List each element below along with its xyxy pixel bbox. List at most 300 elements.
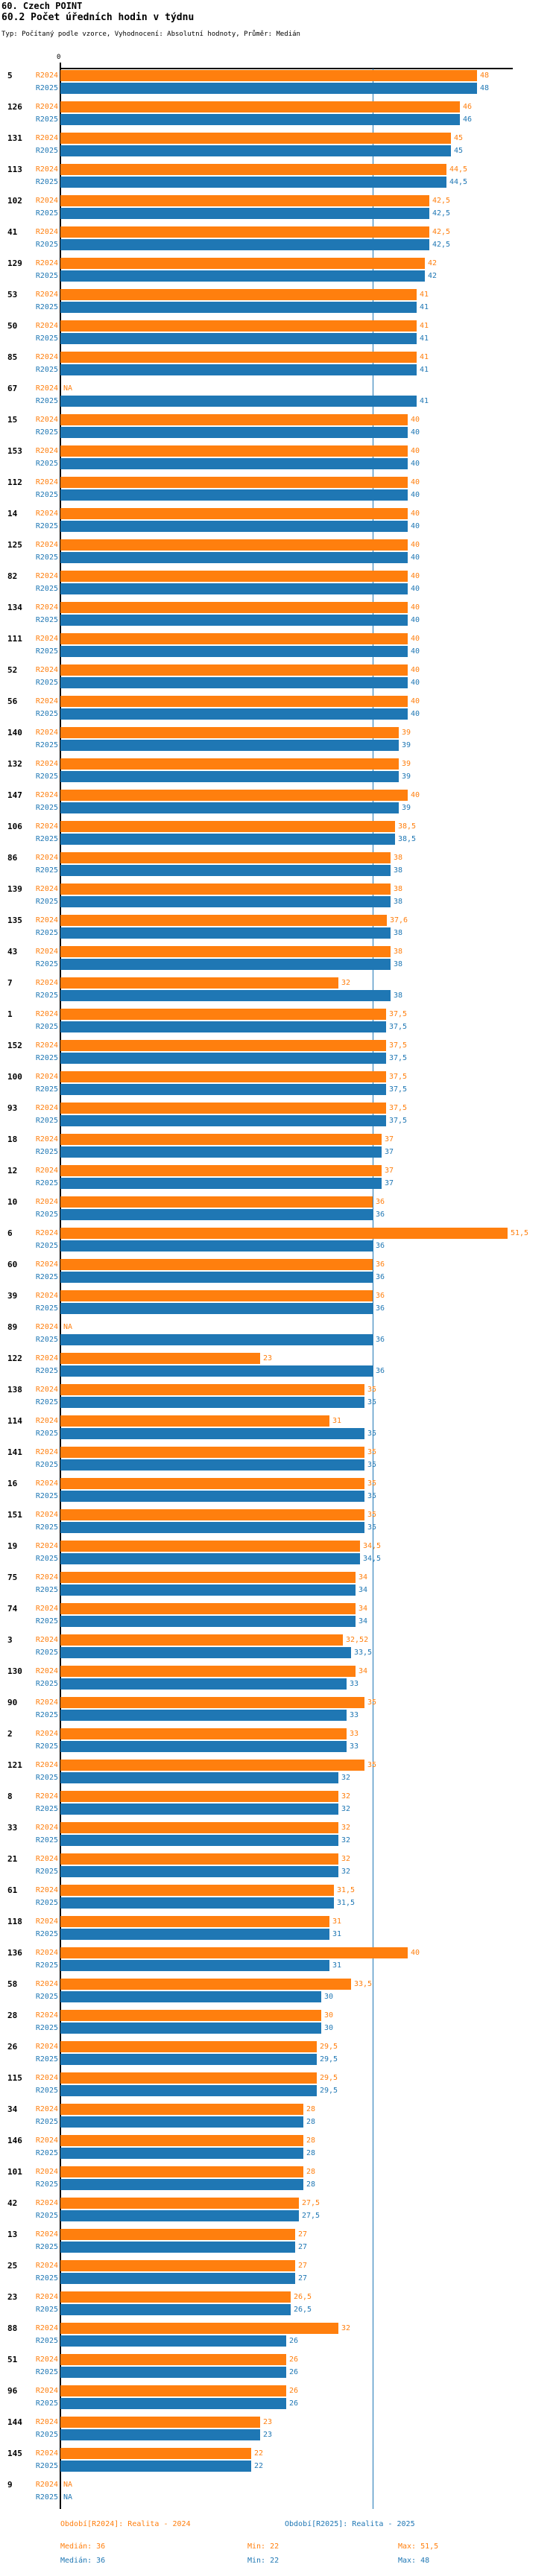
- series-label-r2024: R2024: [35, 1167, 58, 1175]
- bar-r2025: [60, 458, 408, 469]
- value-label-r2025: 40: [411, 679, 420, 687]
- bar-r2024: [60, 1103, 386, 1114]
- series-label-r2024: R2024: [35, 478, 58, 486]
- bar-r2025: [60, 2210, 299, 2221]
- row-id-label: 114: [7, 1416, 22, 1426]
- bar-r2025: [60, 145, 451, 156]
- legend-median-r2024: Medián: 36: [60, 2542, 106, 2551]
- series-label-r2024: R2024: [35, 197, 58, 205]
- value-label-r2025: 35: [367, 1523, 377, 1532]
- series-label-r2024: R2024: [35, 2324, 58, 2332]
- bar-r2025: [60, 2335, 286, 2347]
- series-label-r2025: R2025: [35, 1555, 58, 1563]
- value-label-r2024: 42,5: [432, 228, 451, 236]
- bar-r2024: [60, 2041, 317, 2052]
- value-label-r2025: 26,5: [294, 2306, 312, 2314]
- bar-r2025: [60, 2054, 317, 2065]
- value-label-r2025: 38: [394, 929, 403, 937]
- chart-subtitle: 60.2 Počet úředních hodin v týdnu: [1, 12, 195, 23]
- value-label-r2025: 41: [420, 366, 429, 374]
- bar-r2024: [60, 1228, 508, 1239]
- series-label-r2025: R2025: [35, 397, 58, 405]
- value-label-r2024-na: NA: [63, 1323, 73, 1331]
- series-label-r2025: R2025: [35, 115, 58, 124]
- series-label-r2025: R2025: [35, 647, 58, 656]
- value-label-r2025: 37,5: [389, 1085, 408, 1094]
- row-id-label: 41: [7, 227, 18, 237]
- value-label-r2024: 37,5: [389, 1073, 408, 1081]
- value-label-r2024: 41: [420, 353, 429, 361]
- bar-r2024: [60, 1634, 343, 1646]
- value-label-r2025: 31: [332, 1961, 342, 1970]
- series-label-r2025: R2025: [35, 1961, 58, 1970]
- bar-r2025: [60, 1272, 373, 1283]
- series-label-r2025: R2025: [35, 522, 58, 530]
- series-label-r2024: R2024: [35, 854, 58, 862]
- value-label-r2025: 27,5: [302, 2212, 320, 2220]
- bar-r2024: [60, 1666, 356, 1677]
- series-label-r2024: R2024: [35, 2449, 58, 2458]
- series-label-r2025: R2025: [35, 1711, 58, 1719]
- value-label-r2025: 32: [341, 1805, 351, 1813]
- series-label-r2025: R2025: [35, 1899, 58, 1907]
- value-label-r2024: 36: [376, 1198, 385, 1206]
- row-id-label: 144: [7, 2417, 22, 2427]
- bar-r2024: [60, 2385, 286, 2396]
- row-id-label: 121: [7, 1760, 22, 1770]
- bar-r2024: [60, 2010, 321, 2021]
- series-label-r2025: R2025: [35, 1430, 58, 1438]
- series-label-r2024: R2024: [35, 979, 58, 987]
- row-id-label: 53: [7, 290, 18, 299]
- value-label-r2024: 29,5: [320, 2043, 338, 2051]
- bar-r2025: [60, 2085, 317, 2096]
- series-label-r2024: R2024: [35, 1229, 58, 1237]
- row-id-label: 139: [7, 884, 22, 894]
- series-label-r2025: R2025: [35, 147, 58, 155]
- series-label-r2024: R2024: [35, 1354, 58, 1362]
- value-label-r2025: 31,5: [337, 1899, 356, 1907]
- bar-r2024: [60, 352, 417, 363]
- series-label-r2024: R2024: [35, 1135, 58, 1143]
- bar-r2024: [60, 758, 399, 770]
- series-label-r2024: R2024: [35, 2043, 58, 2051]
- series-label-r2025: R2025: [35, 2493, 58, 2502]
- value-label-r2024: 34: [359, 1573, 368, 1582]
- bar-r2025: [60, 1647, 351, 1658]
- value-label-r2025: 37,5: [389, 1054, 408, 1062]
- row-id-label: 26: [7, 2042, 18, 2052]
- x-axis-zero-tick-label: 0: [57, 54, 61, 61]
- value-label-r2024: 38,5: [398, 822, 417, 831]
- row-id-label: 152: [7, 1041, 22, 1050]
- bar-r2025: [60, 1240, 373, 1251]
- series-label-r2024: R2024: [35, 2481, 58, 2489]
- value-label-r2024: 28: [306, 2105, 316, 2113]
- series-label-r2025: R2025: [35, 1617, 58, 1625]
- value-label-r2025: 44,5: [449, 178, 468, 186]
- legend-median-r2025: Medián: 36: [60, 2557, 106, 2565]
- value-label-r2025: 32: [341, 1868, 351, 1876]
- value-label-r2025: 34: [359, 1617, 368, 1625]
- series-label-r2024: R2024: [35, 572, 58, 580]
- value-label-r2024: 40: [411, 666, 420, 674]
- series-label-r2025: R2025: [35, 960, 58, 968]
- value-label-r2024: 33: [350, 1730, 359, 1738]
- bar-r2025: [60, 1053, 386, 1064]
- row-id-label: 130: [7, 1666, 22, 1676]
- value-label-r2024: 35: [367, 1698, 377, 1707]
- value-label-r2025: 33: [350, 1680, 359, 1688]
- bar-r2024: [60, 2260, 295, 2271]
- bar-r2024: [60, 2072, 317, 2084]
- bar-r2024: [60, 2229, 295, 2240]
- bar-r2024: [60, 1541, 360, 1552]
- bar-r2025: [60, 646, 408, 657]
- bar-r2025: [60, 1991, 321, 2002]
- value-label-r2025: 48: [480, 84, 490, 92]
- bar-r2025: [60, 2367, 286, 2378]
- row-id-label: 74: [7, 1604, 18, 1614]
- bar-r2025: [60, 2148, 303, 2159]
- bar-r2024: [60, 1071, 386, 1082]
- row-id-label: 60: [7, 1260, 18, 1269]
- bar-r2025: [60, 1772, 338, 1783]
- series-label-r2024: R2024: [35, 2355, 58, 2364]
- value-label-r2025: 28: [306, 2118, 316, 2126]
- series-label-r2024: R2024: [35, 2230, 58, 2239]
- bar-r2024: [60, 101, 460, 112]
- row-id-label: 122: [7, 1354, 22, 1363]
- bar-r2025: [60, 677, 408, 688]
- row-id-label: 12: [7, 1166, 18, 1176]
- value-label-r2025: 32: [341, 1774, 351, 1782]
- bar-r2025: [60, 239, 429, 250]
- bar-r2024: [60, 1947, 408, 1958]
- value-label-r2024: 32: [341, 1792, 351, 1801]
- row-id-label: 18: [7, 1135, 18, 1144]
- bar-r2025: [60, 583, 408, 594]
- series-label-r2025: R2025: [35, 616, 58, 624]
- series-label-r2025: R2025: [35, 1492, 58, 1500]
- value-label-r2024: 34,5: [363, 1542, 382, 1550]
- value-label-r2025: 41: [420, 397, 429, 405]
- bar-r2025: [60, 1115, 386, 1126]
- row-id-label: 115: [7, 2073, 22, 2083]
- value-label-r2024: 29,5: [320, 2074, 338, 2082]
- row-id-label: 52: [7, 665, 18, 675]
- series-label-r2024: R2024: [35, 1761, 58, 1769]
- series-label-r2024: R2024: [35, 760, 58, 768]
- series-label-r2025: R2025: [35, 241, 58, 249]
- bar-r2024: [60, 883, 391, 895]
- row-id-label: 34: [7, 2104, 18, 2114]
- series-label-r2024: R2024: [35, 1698, 58, 1707]
- value-label-r2025: 29,5: [320, 2055, 338, 2063]
- value-label-r2025: 42,5: [432, 241, 451, 249]
- series-label-r2024: R2024: [35, 635, 58, 643]
- row-id-label: 93: [7, 1103, 18, 1113]
- series-label-r2025: R2025: [35, 585, 58, 593]
- bar-r2024: [60, 790, 408, 801]
- value-label-r2024: 23: [263, 2418, 273, 2426]
- page-title: 60. Czech POINT: [1, 1, 83, 11]
- series-label-r2025: R2025: [35, 2149, 58, 2157]
- value-label-r2024: 36: [376, 1260, 385, 1269]
- series-label-r2025: R2025: [35, 1868, 58, 1876]
- row-id-label: 14: [7, 509, 18, 518]
- row-id-label: 3: [7, 1635, 13, 1645]
- value-label-r2025: 33,5: [354, 1649, 373, 1657]
- value-label-r2025: 29,5: [320, 2087, 338, 2095]
- row-id-label: 136: [7, 1948, 22, 1958]
- value-label-r2024: 37,5: [389, 1010, 408, 1018]
- value-label-r2024: 40: [411, 603, 420, 612]
- value-label-r2024: 41: [420, 291, 429, 299]
- value-label-r2024: 41: [420, 322, 429, 330]
- series-label-r2024: R2024: [35, 916, 58, 924]
- series-label-r2024: R2024: [35, 416, 58, 424]
- series-label-r2025: R2025: [35, 366, 58, 374]
- bar-r2024: [60, 539, 408, 551]
- bar-r2024: [60, 1259, 373, 1270]
- value-label-r2024: 27,5: [302, 2199, 320, 2207]
- value-label-r2024: 34: [359, 1667, 368, 1675]
- series-label-r2024: R2024: [35, 1073, 58, 1081]
- value-label-r2024: 27: [298, 2262, 308, 2270]
- value-label-r2025: 35: [367, 1492, 377, 1500]
- series-label-r2024: R2024: [35, 948, 58, 956]
- series-label-r2025: R2025: [35, 679, 58, 687]
- bar-r2024: [60, 320, 417, 331]
- row-id-label: 113: [7, 165, 22, 174]
- value-label-r2025: 45: [454, 147, 464, 155]
- series-label-r2024: R2024: [35, 1573, 58, 1582]
- bar-r2024: [60, 1853, 338, 1865]
- value-label-r2024: 40: [411, 510, 420, 518]
- row-id-label: 129: [7, 258, 22, 268]
- bar-r2024: [60, 445, 408, 457]
- value-label-r2025: 28: [306, 2149, 316, 2157]
- bar-r2025: [60, 615, 408, 626]
- row-id-label: 111: [7, 634, 22, 644]
- series-label-r2024: R2024: [35, 1636, 58, 1644]
- row-id-label: 10: [7, 1197, 18, 1207]
- series-label-r2025: R2025: [35, 1273, 58, 1281]
- series-label-r2025: R2025: [35, 1148, 58, 1156]
- row-id-label: 101: [7, 2167, 22, 2177]
- row-id-label: 106: [7, 822, 22, 831]
- series-label-r2024: R2024: [35, 2074, 58, 2082]
- value-label-r2024: 23: [263, 1354, 273, 1362]
- value-label-r2025: 37: [385, 1148, 394, 1156]
- bar-r2025: [60, 1522, 364, 1533]
- bar-r2025: [60, 1365, 373, 1377]
- value-label-r2025: 26: [289, 2368, 299, 2376]
- bar-r2025: [60, 302, 417, 313]
- bar-r2025: [60, 83, 477, 94]
- value-label-r2024: 37: [385, 1167, 394, 1175]
- bar-r2025: [60, 1710, 347, 1721]
- series-label-r2025: R2025: [35, 804, 58, 812]
- row-id-label: 67: [7, 384, 18, 393]
- series-label-r2024: R2024: [35, 1104, 58, 1112]
- value-label-r2024: 40: [411, 541, 420, 549]
- value-label-r2024: 39: [402, 729, 411, 737]
- value-label-r2024: 26,5: [294, 2293, 312, 2301]
- value-label-r2024: 37,5: [389, 1104, 408, 1112]
- value-label-r2024: 40: [411, 416, 420, 424]
- series-label-r2024: R2024: [35, 1260, 58, 1269]
- chart-type-line: Typ: Počítaný podle vzorce, Vyhodnocení: Absolutní hodnoty, Průměr: Medián: [1, 31, 300, 38]
- value-label-r2024: 42: [428, 259, 438, 267]
- series-label-r2024: R2024: [35, 353, 58, 361]
- series-label-r2025: R2025: [35, 866, 58, 875]
- series-label-r2024: R2024: [35, 2136, 58, 2145]
- row-id-label: 75: [7, 1573, 18, 1582]
- legend-period-r2024: Období[R2024]: Realita - 2024: [60, 2520, 191, 2528]
- series-label-r2025: R2025: [35, 2462, 58, 2470]
- series-label-r2024: R2024: [35, 1667, 58, 1675]
- value-label-r2024: 30: [324, 2011, 334, 2020]
- value-label-r2025: 38,5: [398, 835, 417, 843]
- bar-r2025: [60, 896, 391, 907]
- series-label-r2024: R2024: [35, 291, 58, 299]
- bar-r2024: [60, 852, 391, 863]
- series-label-r2024: R2024: [35, 1730, 58, 1738]
- series-label-r2025: R2025: [35, 178, 58, 186]
- series-label-r2025: R2025: [35, 1398, 58, 1406]
- value-label-r2024: 22: [254, 2449, 264, 2458]
- series-label-r2025: R2025: [35, 1836, 58, 1844]
- bar-r2024: [60, 1415, 329, 1427]
- row-id-label: 118: [7, 1917, 22, 1926]
- series-label-r2024: R2024: [35, 1041, 58, 1050]
- row-id-label: 33: [7, 1823, 18, 1833]
- series-label-r2024: R2024: [35, 603, 58, 612]
- bar-r2025: [60, 177, 446, 188]
- value-label-r2024: 40: [411, 572, 420, 580]
- bar-r2024: [60, 226, 429, 238]
- value-label-r2025: 40: [411, 710, 420, 718]
- bar-r2024: [60, 1040, 386, 1051]
- value-label-r2025: 35: [367, 1398, 377, 1406]
- bar-r2025: [60, 2398, 286, 2409]
- series-label-r2024: R2024: [35, 1886, 58, 1894]
- bar-r2024: [60, 2323, 338, 2334]
- value-label-r2025: 33: [350, 1711, 359, 1719]
- bar-r2024: [60, 164, 446, 175]
- value-label-r2025: 30: [324, 2024, 334, 2032]
- series-label-r2024: R2024: [35, 2105, 58, 2113]
- value-label-r2025: 28: [306, 2180, 316, 2189]
- bar-r2025: [60, 333, 417, 344]
- value-label-r2024: 38: [394, 854, 403, 862]
- series-label-r2024: R2024: [35, 2293, 58, 2301]
- value-label-r2024: 32: [341, 979, 351, 987]
- bar-r2024: [60, 2354, 286, 2365]
- bar-r2025: [60, 1021, 386, 1032]
- value-label-r2024: 38: [394, 885, 403, 893]
- value-label-r2024: 42,5: [432, 197, 451, 205]
- bar-r2024: [60, 2417, 260, 2428]
- series-label-r2024: R2024: [35, 1792, 58, 1801]
- bar-r2024: [60, 1353, 260, 1364]
- bar-r2025: [60, 708, 408, 720]
- value-label-r2025: 40: [411, 553, 420, 562]
- series-label-r2025: R2025: [35, 2212, 58, 2220]
- series-label-r2025: R2025: [35, 1336, 58, 1344]
- value-label-r2025: 36: [376, 1367, 385, 1375]
- series-label-r2025: R2025: [35, 1649, 58, 1657]
- series-label-r2024: R2024: [35, 1949, 58, 1957]
- series-label-r2024: R2024: [35, 2387, 58, 2395]
- bar-r2025: [60, 990, 391, 1001]
- value-label-r2024: 27: [298, 2230, 308, 2239]
- bar-r2024: [60, 1728, 347, 1739]
- bar-r2025: [60, 2179, 303, 2190]
- bar-r2025: [60, 552, 408, 563]
- legend-max-r2025: Max: 48: [398, 2557, 430, 2565]
- row-id-label: 85: [7, 352, 18, 362]
- value-label-r2025: 37,5: [389, 1023, 408, 1031]
- value-label-r2025: 37,5: [389, 1117, 408, 1125]
- series-label-r2025: R2025: [35, 1304, 58, 1313]
- bar-r2024: [60, 258, 425, 269]
- series-label-r2025: R2025: [35, 2431, 58, 2439]
- bar-r2024: [60, 915, 387, 926]
- bar-r2025: [60, 2273, 295, 2284]
- bar-r2024: [60, 195, 429, 206]
- value-label-r2025: 46: [463, 115, 473, 124]
- value-label-r2024: 36: [376, 1292, 385, 1300]
- bar-r2025: [60, 364, 417, 375]
- series-label-r2025: R2025: [35, 2024, 58, 2032]
- bar-r2024: [60, 821, 395, 832]
- value-label-r2024-na: NA: [63, 2481, 73, 2489]
- series-label-r2024: R2024: [35, 322, 58, 330]
- series-label-r2025: R2025: [35, 334, 58, 343]
- series-label-r2025: R2025: [35, 1586, 58, 1594]
- series-label-r2024: R2024: [35, 165, 58, 174]
- value-label-r2025: 23: [263, 2431, 273, 2439]
- row-id-label: 90: [7, 1698, 18, 1707]
- row-id-label: 138: [7, 1385, 22, 1395]
- value-label-r2025: 36: [376, 1211, 385, 1219]
- series-label-r2025: R2025: [35, 553, 58, 562]
- bar-r2025: [60, 834, 395, 845]
- bar-r2024: [60, 2448, 251, 2459]
- value-label-r2024: 37: [385, 1135, 394, 1143]
- value-label-r2025-na: NA: [63, 2493, 73, 2502]
- bar-r2024: [60, 289, 417, 300]
- row-id-label: 28: [7, 2011, 18, 2020]
- bar-r2025: [60, 2023, 321, 2034]
- value-label-r2025: 40: [411, 460, 420, 468]
- value-label-r2024: 32,52: [346, 1636, 369, 1644]
- legend-period-r2025: Období[R2025]: Realita - 2025: [285, 2520, 415, 2528]
- bar-r2025: [60, 1553, 360, 1564]
- series-label-r2025: R2025: [35, 2055, 58, 2063]
- bar-r2025: [60, 396, 417, 407]
- bar-r2024: [60, 602, 408, 613]
- value-label-r2025: 39: [402, 804, 411, 812]
- value-label-r2025: 27: [298, 2274, 308, 2282]
- series-label-r2024: R2024: [35, 791, 58, 799]
- bar-r2024: [60, 977, 338, 989]
- series-label-r2025: R2025: [35, 491, 58, 499]
- series-label-r2025: R2025: [35, 2087, 58, 2095]
